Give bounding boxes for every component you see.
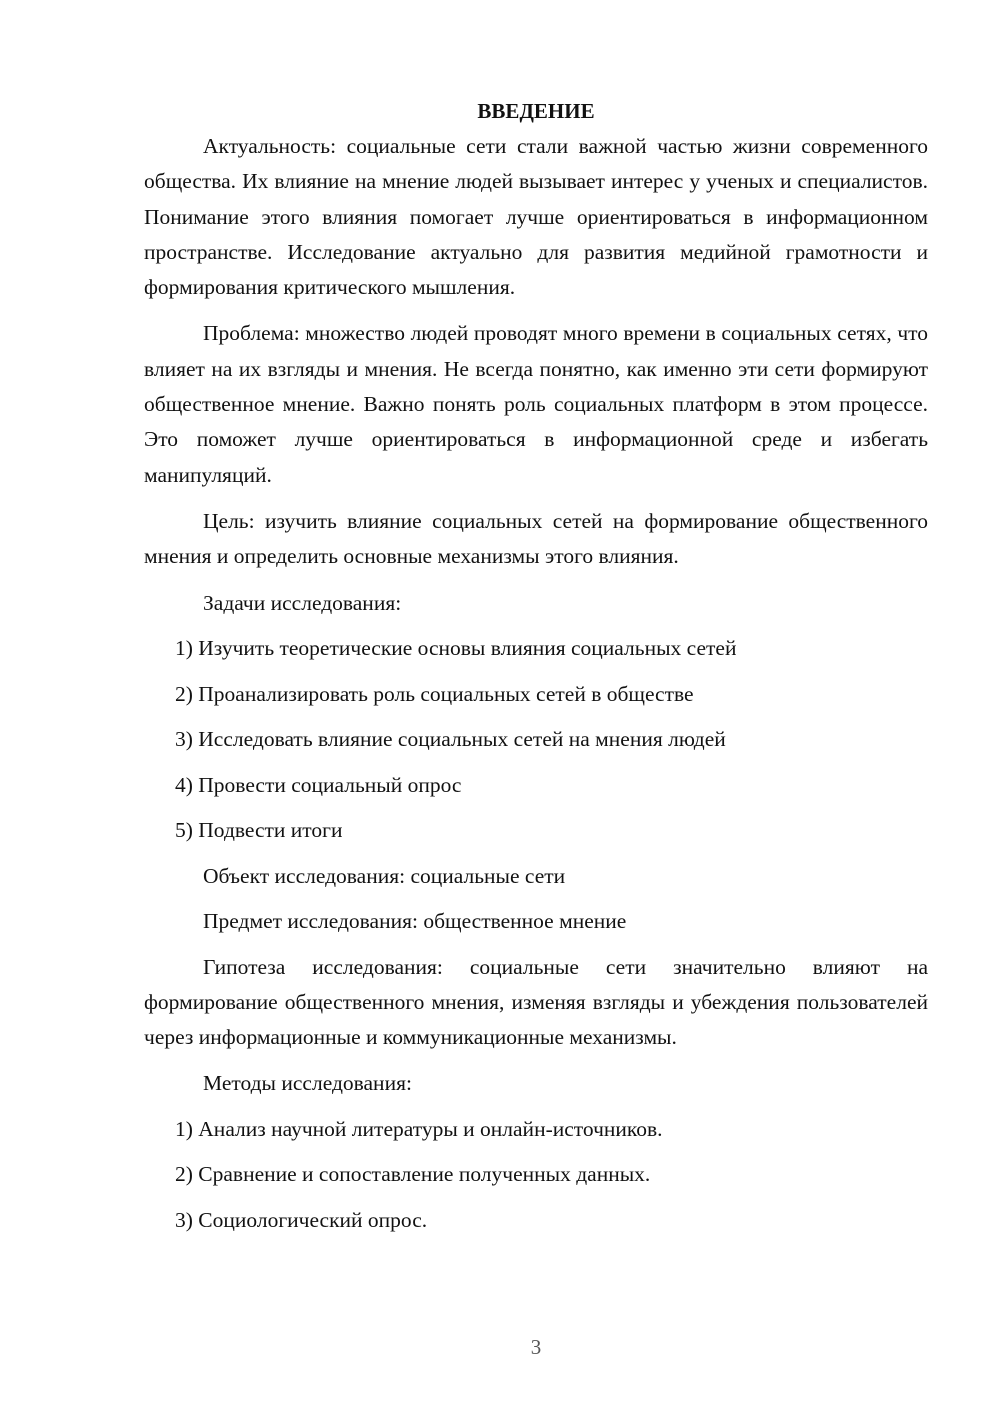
hypothesis-paragraph: Гипотеза исследования: социальные сети значительно влияют на формирование общественного мнения, изменяя взгляды и убеждения пользователей через информационные и коммуникационные механизмы. bbox=[144, 954, 928, 1050]
method-item: 3) Социологический опрос. bbox=[175, 1207, 428, 1232]
page-content bbox=[144, 96, 928, 1248]
page-number: 3 bbox=[530, 1335, 542, 1359]
research-subject: Предмет исследования: общественное мнение bbox=[203, 909, 627, 934]
section-title: ВВЕДЕНИЕ bbox=[477, 99, 595, 123]
method-item: 1) Анализ научной литературы и онлайн-источников. bbox=[175, 1116, 663, 1141]
method-item: 2) Сравнение и сопоставление полученных данных. bbox=[175, 1162, 651, 1187]
tasks-heading: Задачи исследования: bbox=[203, 590, 402, 615]
task-item: 5) Подвести итоги bbox=[175, 818, 343, 843]
research-object: Объект исследования: социальные сети bbox=[203, 863, 566, 888]
task-item: 1) Изучить теоретические основы влияния социальных сетей bbox=[175, 636, 737, 661]
goal-paragraph: Цель: изучить влияние социальных сетей на формирование общественного мнения и определить основные механизмы этого влияния. bbox=[144, 508, 928, 569]
methods-heading: Методы исследования: bbox=[203, 1071, 412, 1096]
task-item: 3) Исследовать влияние социальных сетей на мнения людей bbox=[175, 727, 726, 752]
problem-paragraph: Проблема: множество людей проводят много времени в социальных сетях, что влияет на их взгляды и мнения. Не всегда понятно, как именно эти сети формируют общественное мнение. Важно понять роль социальных платформ в этом процессе. Это поможет лучше ориентироваться в информационной среде и избегать манипуляций. bbox=[144, 321, 928, 487]
task-item: 2) Проанализировать роль социальных сетей в обществе bbox=[175, 681, 694, 706]
relevance-paragraph: Актуальность: социальные сети стали важной частью жизни современного общества. Их влияние на мнение людей вызывает интерес у ученых и специалистов. Понимание этого влияния помогает лучше ориентироваться в информационном пространстве. Исследование актуально для развития медийной грамотности и формирования критического мышления. bbox=[144, 134, 928, 300]
task-item: 4) Провести социальный опрос bbox=[175, 772, 462, 797]
